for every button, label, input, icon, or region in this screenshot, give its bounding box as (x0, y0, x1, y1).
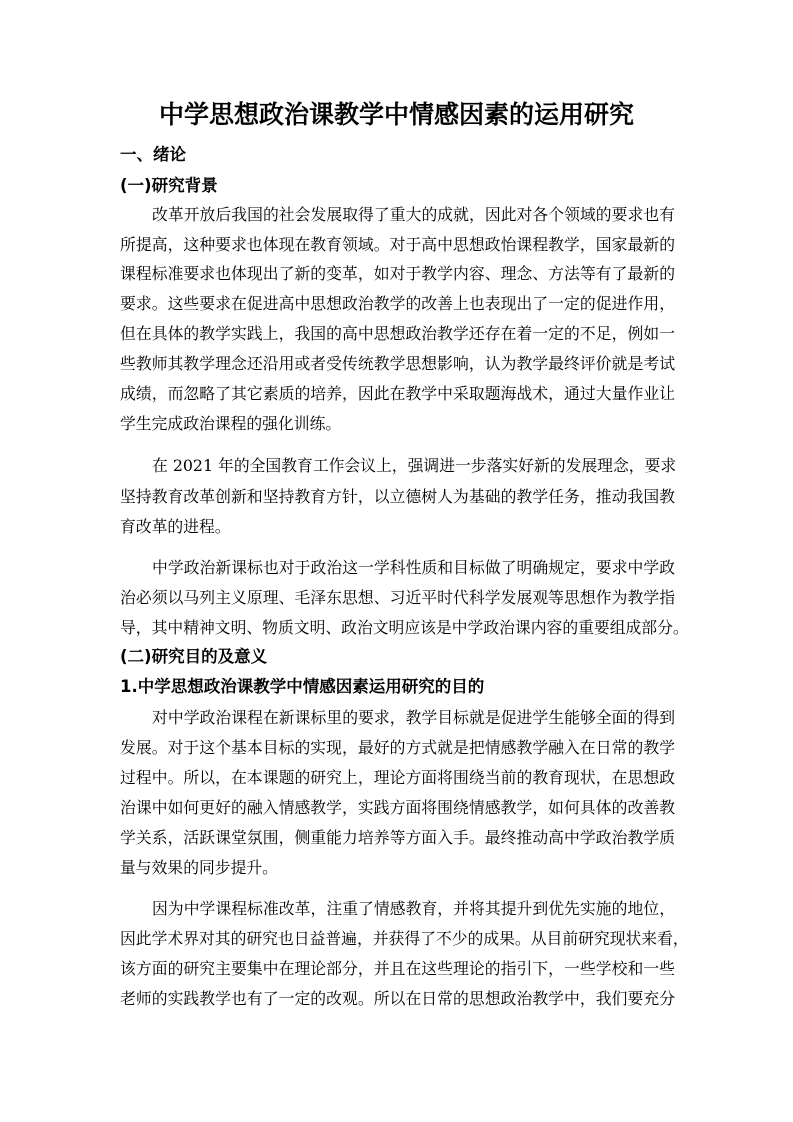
document-title: 中学思想政治课教学中情感因素的运用研究 (158, 100, 634, 129)
paragraph-line: 在 2021 年的全国教育工作会议上，强调进一步落实好新的发展理念，要求 (152, 456, 677, 475)
paragraph-line: 改革开放后我国的社会发展取得了重大的成就，因此对各个领域的要求也有 (152, 205, 675, 224)
paragraph-line: 些教师其教学理念还沿用或者受传统教学思想影响，认为教学最终评价就是考试 (120, 354, 675, 373)
paragraph-line: 学关系，活跃课堂氛围，侧重能力培养等方面入手。最终推动高中学政治教学质 (120, 828, 675, 847)
paragraph-line: 成绩，而忽略了其它素质的培养，因此在教学中采取题海战术，通过大量作业让 (120, 384, 675, 403)
paragraph-line: 过程中。所以，在本课题的研究上，理论方面将围绕当前的教育现状，在思想政 (120, 768, 675, 787)
paragraph-line: 该方面的研究主要集中在理论部分，并且在这些理论的指引下，一些学校和一些 (120, 959, 675, 978)
paragraph-line: 老师的实践教学也有了一定的改观。所以在日常的思想政治教学中，我们要充分 (120, 989, 675, 1008)
paragraph-line: 中学政治新课标也对于政治这一学科性质和目标做了明确规定，要求中学政 (152, 558, 675, 577)
paragraph-line: 育改革的进程。 (120, 517, 231, 536)
paragraph-line: 要求。这些要求在促进高中思想政治教学的改善上也表现出了一定的促进作用， (120, 294, 675, 313)
paragraph-line: 所提高，这种要求也体现在教育领域。对于高中思想政怡课程教学，国家最新的 (120, 235, 675, 254)
paragraph-line: 坚持教育改革创新和坚持教育方针，以立德树人为基础的教学任务，推动我国教 (120, 487, 675, 506)
section-heading-introduction: 一、绪论 (120, 145, 186, 164)
subsection-heading-purpose: (二)研究目的及意义 (120, 647, 268, 666)
paragraph-line: 学生完成政治课程的强化训练。 (120, 414, 342, 433)
paragraph-line: 治必须以马列主义原理、毛泽东思想、习近平时代科学发展观等思想作为教学指 (120, 588, 675, 607)
paragraph-line: 治课中如何更好的融入情感教学，实践方面将围绕情感教学，如何具体的改善教 (120, 798, 675, 817)
paragraph-line: 发展。对于这个基本目标的实现，最好的方式就是把情感教学融入在日常的教学 (120, 738, 675, 757)
paragraph-line: 但在具体的教学实践上，我国的高中思想政治教学还存在着一定的不足，例如一 (120, 324, 675, 343)
subsubsection-heading-purpose: 1.中学思想政治课教学中情感因素运用研究的目的 (120, 677, 485, 696)
subsection-heading-background: (一)研究背景 (120, 176, 218, 195)
paragraph-line: 导，其中精神文明、物质文明、政治文明应该是中学政治课内容的重要组成部分。 (120, 618, 689, 637)
paragraph-line: 量与效果的同步提升。 (120, 858, 278, 877)
paragraph-line: 因此学术界对其的研究也日益普遍，并获得了不少的成果。从目前研究现状来看， (120, 929, 689, 948)
paragraph-line: 对中学政治课程在新课标里的要求，教学目标就是促进学生能够全面的得到 (152, 708, 675, 727)
paragraph-line: 因为中学课程标准改革，注重了情感教育，并将其提升到优先实施的地位， (152, 899, 675, 918)
paragraph-line: 课程标准要求也体现出了新的变革，如对于教学内容、理念、方法等有了最新的 (120, 264, 675, 283)
